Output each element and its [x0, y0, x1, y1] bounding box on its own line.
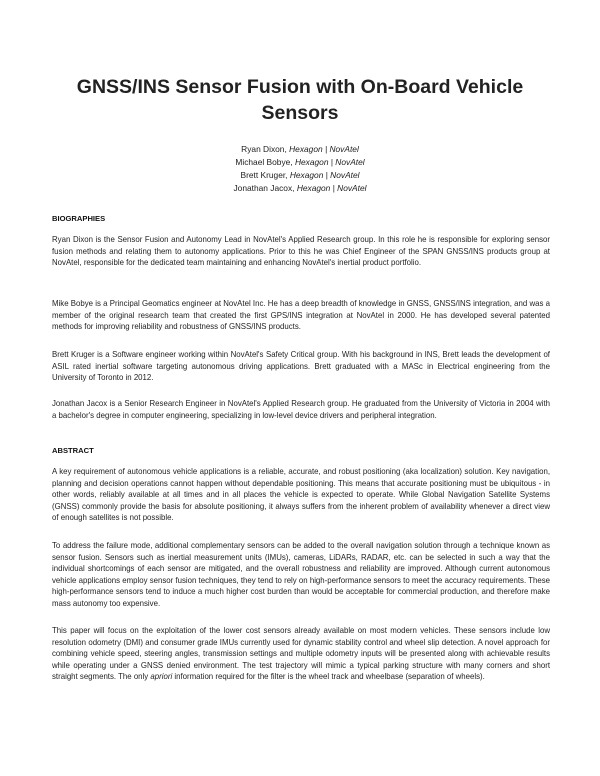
bio-paragraph: Ryan Dixon is the Sensor Fusion and Autonomy Lead in NovAtel's Applied Research group. In this role he is responsible for exploring sensor fusion methods and relating them to autonomy applications. Prior to this he was Chief Engineer of the SPAN GNSS/INS products group at NovAtel, responsible for the dedicated team maintaining and enhancing NovAtel's inertial product portfolio. — [52, 235, 550, 268]
abstract-paragraph — [52, 625, 550, 683]
author-list — [0, 143, 600, 195]
paragraph-text: This paper will focus on the exploitation of the lower cost sensors already available on most modern vehicles. These sensors include low resolution odometry (DMI) and consumer grade IMUs currently used for dynamic stability control and wheel slip detection. A novel approach for combining vehicle speed, steering angles, transmission settings and multiple odometry inputs will be presented along with achievable results while operating under a GNSS denied environment. The test trajectory will mimic a typical parking structure with many corners and short straight segments. The only — [52, 626, 550, 682]
author-line — [0, 156, 600, 169]
author-affiliation: Hexagon | NovAtel — [289, 170, 360, 180]
author-name: Brett Kruger, — [240, 170, 288, 180]
bio-paragraph: Jonathan Jacox is a Senior Research Engineer in NovAtel's Applied Research group. He graduated from the University of Victoria in 2004 with a bachelor's degree in computer engineering, specializing in low-level device drivers and peripheral integration. — [52, 399, 550, 420]
abstract-paragraph: A key requirement of autonomous vehicle applications is a reliable, accurate, and robust positioning (aka localization) solution. Key navigation, planning and decision operations cannot happen without dependable positioning. This means that accurate positioning must be ubiquitous - in other words, reliably available at all times and in all places the vehicle is expected to operate. While Global Navigation Satellite Systems (GNSS) commonly provide the basis for absolute positioning, it always suffers from the inherent problem of availability whenever a direct view of enough satellites is not possible. — [52, 467, 550, 523]
abstract-heading: ABSTRACT — [52, 446, 94, 455]
paper-title: GNSS/INS Sensor Fusion with On-Board Vehicle Sensors — [76, 76, 524, 124]
author-line — [0, 182, 600, 195]
italic-term: apriori — [150, 672, 173, 682]
author-affiliation: Hexagon | NovAtel — [289, 144, 359, 154]
bio-paragraph: Mike Bobye is a Principal Geomatics engineer at NovAtel Inc. He has a deep breadth of knowledge in GNSS, GNSS/INS integration, and was a member of the original research team that created the first GPS/INS integration at NovAtel in 2000. He has developed several patented methods for improving reliability and robustness of GNSS/INS products. — [52, 299, 550, 332]
biographies-heading: BIOGRAPHIES — [52, 214, 106, 223]
author-name: Ryan Dixon, — [241, 144, 287, 154]
bio-paragraph: Brett Kruger is a Software engineer working within NovAtel's Safety Critical group. With his background in INS, Brett leads the development of ASIL rated inertial software targeting autonomous driving applications. Brett graduated with a MASc in Electrical engineering from the University of Toronto in 2012. — [52, 350, 550, 383]
author-line — [0, 143, 600, 156]
author-name: Jonathan Jacox, — [233, 183, 295, 193]
author-affiliation: Hexagon | NovAtel — [294, 157, 365, 167]
author-name: Michael Bobye, — [235, 157, 293, 167]
author-affiliation: Hexagon | NovAtel — [296, 183, 367, 193]
author-line — [0, 169, 600, 182]
abstract-paragraph: To address the failure mode, additional complementary sensors can be added to the overall navigation solution through a technique known as sensor fusion. Sensors such as inertial measurement units (IMUs), cameras, LiDARs, RADAR, etc. can be selected in such a way that the individual shortcomings of each sensor are mitigated, and the overall robustness and reliability are improved. Although current autonomous vehicle applications employ sensor fusion techniques, they tend to rely on high-performance sensors to meet the accuracy requirements. These high-performance sensors tend to induce a much higher cost burden than would be acceptable for commercial production, and therefore make mass autonomy too expensive. — [52, 541, 550, 608]
paragraph-text: information required for the filter is the wheel track and wheelbase (separation of wheels). — [172, 672, 485, 682]
